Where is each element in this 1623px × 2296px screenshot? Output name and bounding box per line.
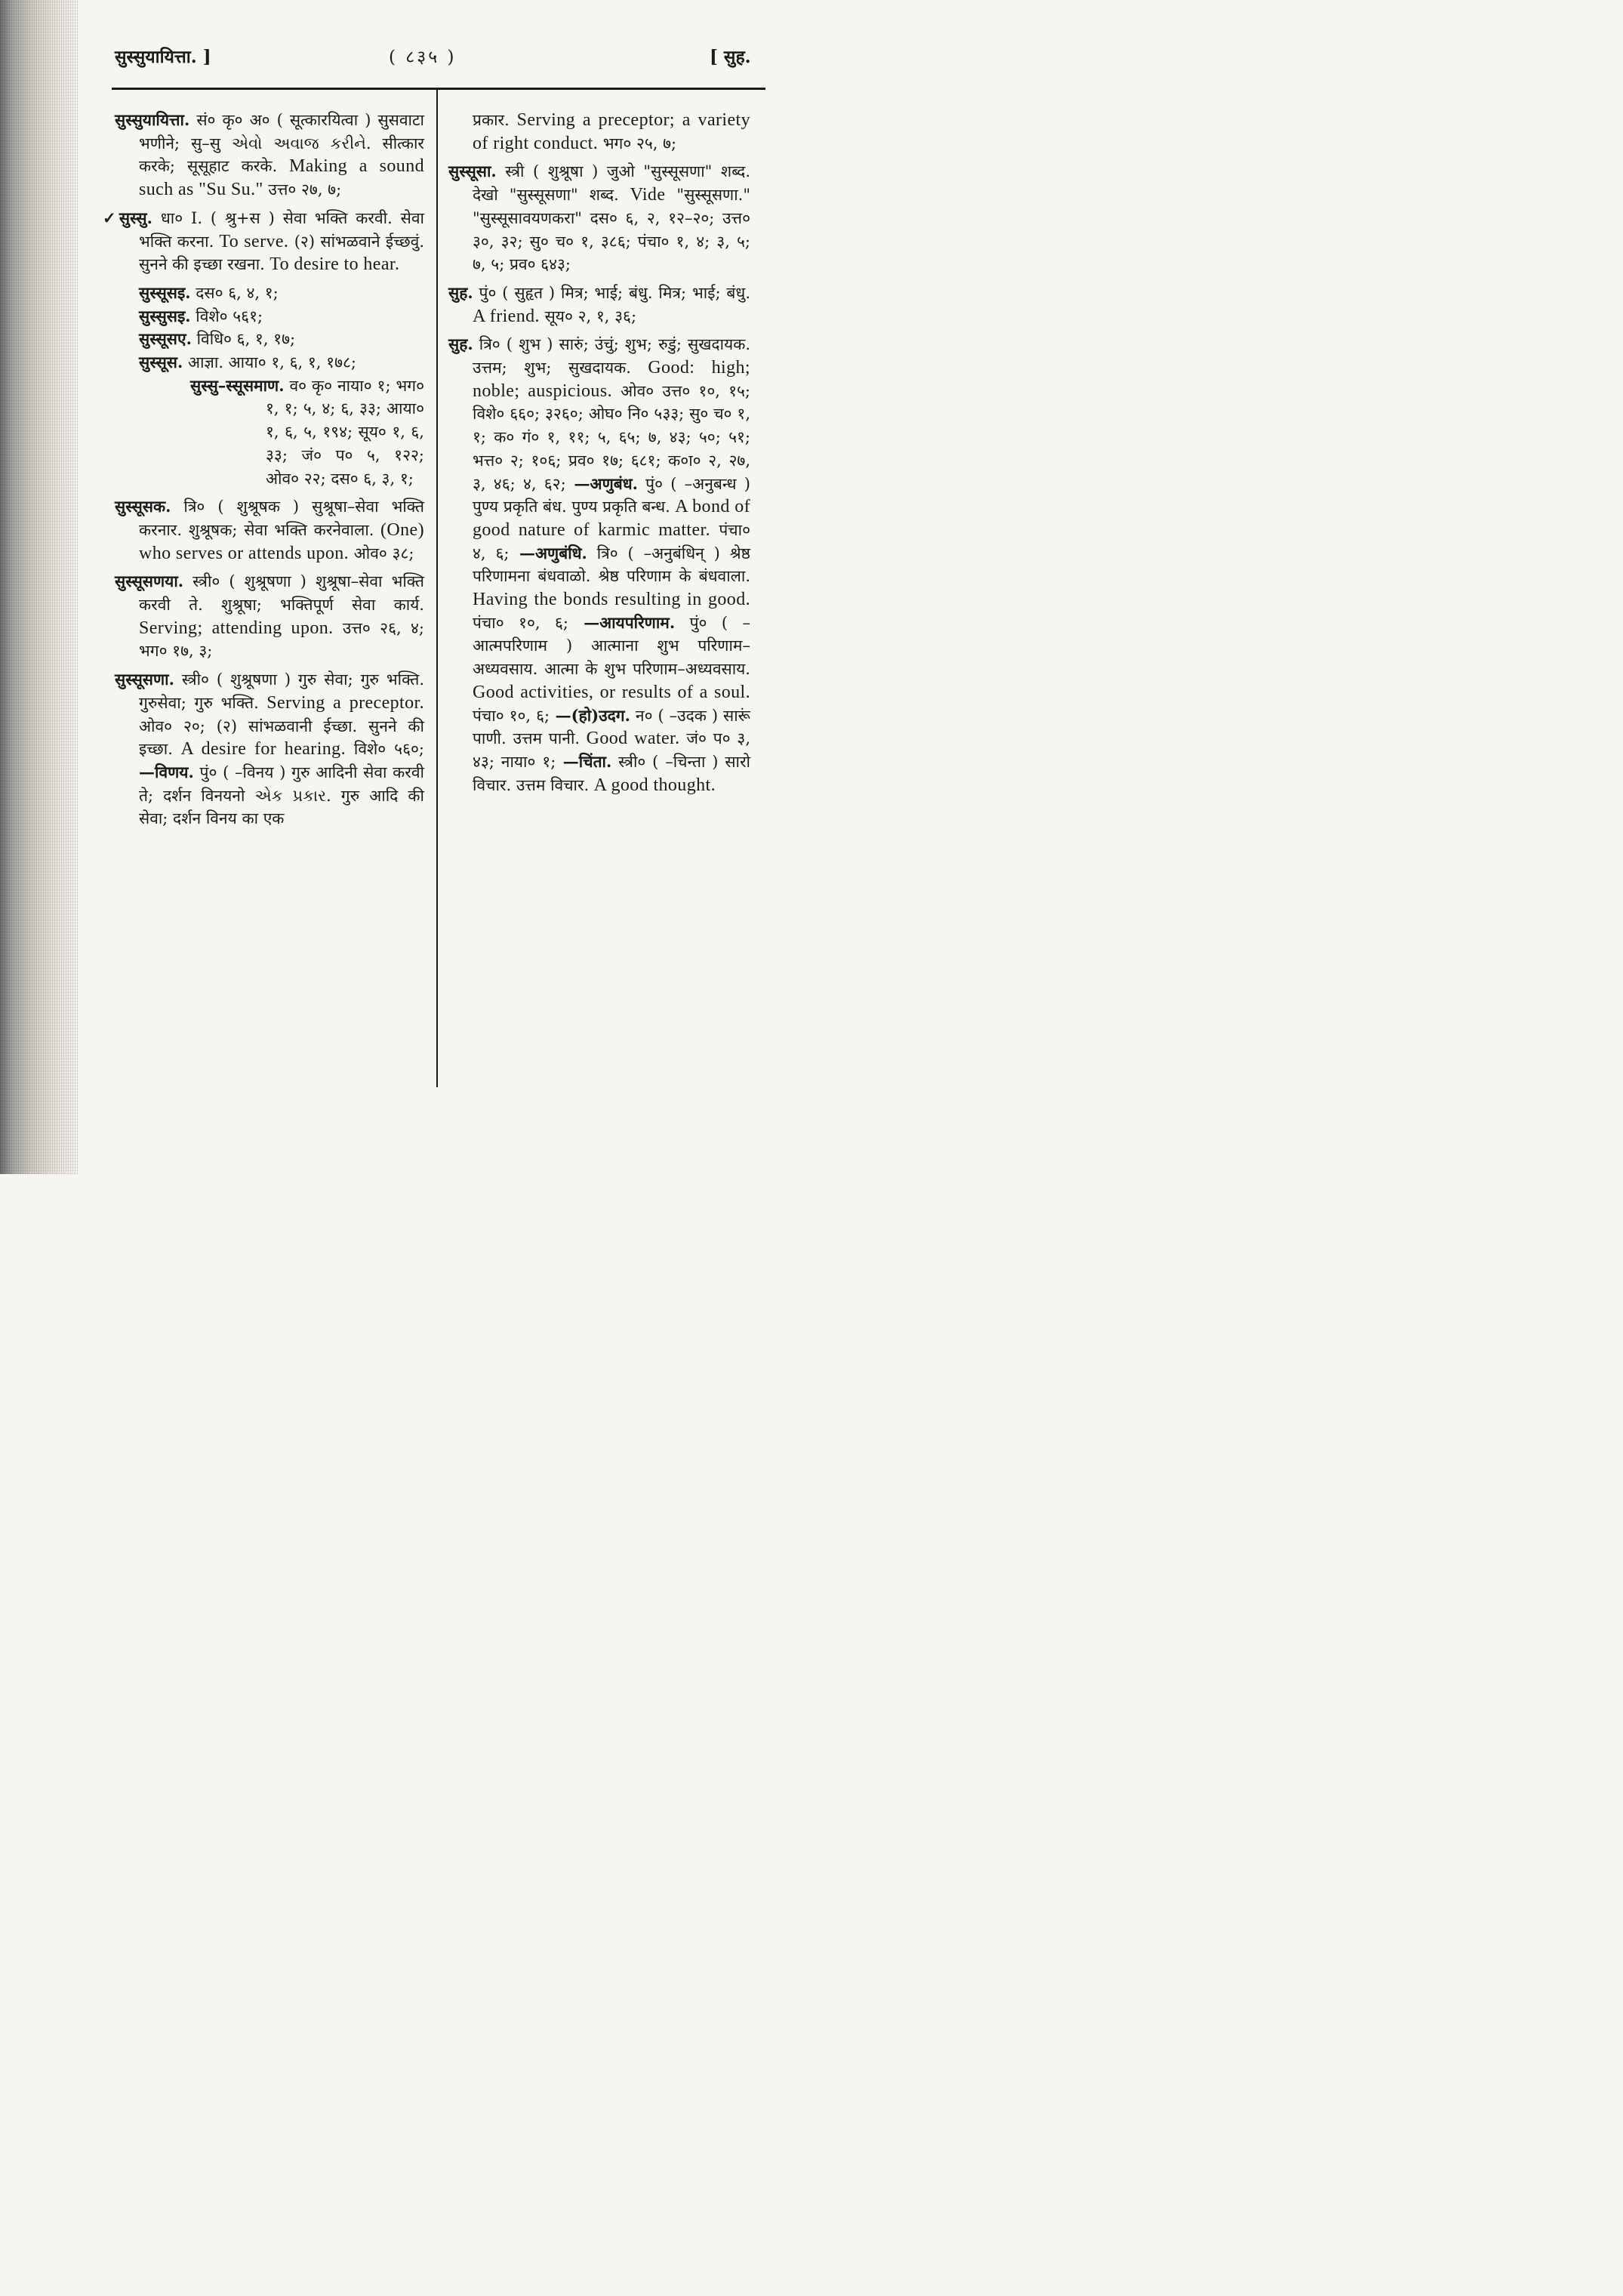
english-gloss: To serve.: [214, 231, 289, 251]
sub-form: [115, 328, 424, 351]
english-gloss: To desire to hear.: [264, 254, 400, 275]
definition: स्त्री० ( शुश्रूषणा ) शुश्रूषा–सेवा भक्ति करवी ते. शुश्रूषा; भक्तिपूर्ण सेवा कार्य.: [139, 572, 424, 615]
sub-form: [115, 282, 424, 305]
references: ओव० ३८;: [349, 544, 414, 562]
check-mark-icon: ✓: [103, 208, 119, 227]
references: उत्त० २६, ४; भग० १७, ३;: [139, 618, 424, 661]
sub-headword: —चिंता.: [556, 751, 612, 771]
headword: सुह.: [448, 282, 473, 302]
references: सूय० २, १, ३६;: [539, 307, 637, 325]
definition: स्त्री० ( –चिन्ता ) सारो विचार. उत्तम विचार.: [473, 752, 750, 794]
definition: त्रि० ( शुश्रूषक ) सुश्रूषा–सेवा भक्ति करनार. शुश्रूषक; सेवा भक्ति करनेवाला.: [139, 498, 424, 539]
entry-suha-good: [448, 333, 750, 797]
sub-headword: —(हो)उदग.: [550, 705, 630, 725]
page-number: ( ८३५ ): [389, 48, 457, 67]
references: पंचा० ४, ६;: [473, 520, 750, 562]
english-gloss: A desire for hearing.: [172, 739, 346, 760]
entry-sussu: [103, 207, 425, 276]
left-column: [103, 109, 425, 836]
definition: सं० कृ० अ० ( सूत्कारयित्वा ) सुसवाटा भणीने; सु–सु એવો અવાજ કરીને. सीत्कार करके; सूसूहाट करके.: [139, 111, 424, 176]
english-gloss: Good water.: [580, 729, 680, 749]
definition: स्त्री ( शुश्रूषा ) जुओ "सुस्सूसणा" शब्द. देखो "सुस्सूसणा" शब्द.: [473, 162, 750, 205]
sub-headword: —अणुबंध.: [565, 473, 638, 493]
english-gloss: A friend.: [473, 306, 540, 326]
definition: पुं० ( –अनुबन्ध ) पुण्य प्रकृति बंध. पुण्य प्रकृति बन्ध.: [473, 474, 750, 516]
references: जं० प० ३, ४३; नाया० १;: [473, 729, 751, 771]
references: उत्त० २७, ७;: [263, 180, 342, 199]
sub-form: [115, 374, 424, 491]
english-gloss: Vide: [618, 185, 666, 205]
english-gloss: Serving a preceptor.: [258, 692, 424, 713]
headword: सुस्सूसइ.: [139, 282, 191, 302]
headword: सुस्सु.: [119, 208, 152, 227]
entry-susuyayitta: [115, 109, 424, 202]
definition: पुं० ( सुहृत ) मित्र; भाई; बंधु. मित्र; भाई; बंधु.: [473, 283, 750, 302]
definition: (२) सांभळवाने ईच्छवुं. सुनने की इच्छा रखना.: [139, 232, 425, 274]
english-gloss: A good thought.: [589, 775, 716, 795]
definition: त्रि० ( शुभ ) सारुं; उंचुं; शुभ; रुडुं; सुखदायक. उत्तम; शुभ; सुखदायक.: [473, 335, 750, 378]
english-gloss: Serving a preceptor; a variety of right conduct.: [473, 110, 750, 153]
headword: सुस्सूसा.: [448, 162, 497, 181]
entry-sussusak: [115, 495, 424, 565]
references: आज्ञा. आया० १, ६, १, १७८;: [183, 353, 356, 372]
definition: पुं० ( –विनय ) गुरु आदिनी सेवा करवी ते; दर्शन विनयनो એક પ્રકાર. गुरु आदि की सेवा; दर्शन विनय का एक: [139, 763, 424, 828]
headword: सुस्सुसइ.: [139, 306, 191, 325]
continuation: [448, 109, 750, 155]
definition: स्त्री० ( शुश्रूषणा ) गुरु सेवा; गुरु भक्ति. गुरुसेवा; गुरु भक्ति.: [139, 670, 424, 712]
headword: सुस्सूसणया.: [115, 572, 184, 591]
references: दस० ६, ४, १;: [190, 283, 279, 302]
sub-form: [115, 351, 424, 374]
entry-suha-friend: [448, 282, 750, 328]
definition: धा० I. ( श्रु+स ) सेवा भक्ति करवी. सेवा भक्ति करना.: [139, 208, 424, 251]
sub-headword: —आयपरिणाम.: [568, 612, 676, 632]
definition: पुं० ( –आत्मपरिणाम ) आत्माना शुभ परिणाम–अध्यवसाय. आत्मा के शुभ परिणाम–अध्यवसाय.: [473, 613, 750, 679]
running-head-left: सुस्सुयायित्ता. ]: [115, 47, 211, 67]
references: ओव० उत्त० १०, १५; विशे० ६६०; ३२६०; ओघ० नि० ५३३; सु० च० १, १; क० गं० १, ११; ५, ६५; ७, ४३; ५०; ५१; भत्त० २; १०६; प्रव० १७; ६८१; क०ा० २, २७, ३, ४६; ४, ६२;: [473, 381, 750, 493]
definition: त्रि० ( –अनुबंधिन् ) श्रेष्ठ परिणामना बंधवाळो. श्रेष्ठ परिणाम के बंधवाला.: [473, 544, 750, 586]
english-gloss: Having the bonds resulting in good.: [473, 590, 750, 610]
references: विधि० ६, १, १७;: [191, 330, 296, 349]
book-binding-edge: [0, 0, 79, 1174]
references: भग० २५, ७;: [598, 134, 677, 153]
english-gloss: Good activities, or results of a soul.: [473, 682, 750, 702]
definition: प्रकार.: [473, 111, 510, 129]
headword: सुस्सूसणा.: [115, 670, 174, 689]
english-gloss: Making a sound such as "Su Su.": [139, 156, 424, 200]
references: "सुस्सूसणा." "सुस्सूसावयणकरा" दस० ६, २, १२–२०; उत्त० ३०, ३२; सु० च० १, ३८६; पंचा० १, ४; ३, ५; ७, ५; प्रव० ६४३;: [473, 186, 750, 274]
references: ओव० २०; (२) सांभळवानी ईच्छा. सुनने की इच्छा.: [139, 717, 424, 759]
entry-sussusana: [115, 668, 424, 831]
headword: सुस्सूस.: [139, 353, 183, 372]
references: व० कृ० नाया० १; भग० १, १; ५, ४; ६, ३३; आया० १, ६, ५, १९४; सूय० १, ६, ३३; जं० प० ५, १२२; ओव० २२; दस० ६, ३, १;: [266, 376, 424, 488]
sub-form: [115, 305, 424, 328]
definition: न० ( –उदक ) सारूं पाणी. उत्तम पानी.: [473, 706, 751, 748]
header-rule: [112, 88, 765, 90]
entry-sussusanaya: [115, 570, 424, 663]
references: विशे० ५६१;: [190, 307, 263, 325]
english-gloss: (One) who serves or attends upon.: [139, 519, 424, 563]
running-head-right: [ सुह.: [710, 47, 751, 67]
headword: सुह.: [448, 334, 473, 354]
english-gloss: A bond of good nature of karmic matter.: [473, 497, 750, 540]
headword: सुस्सूसक.: [115, 497, 171, 516]
headword: सुस्सूसए.: [139, 329, 192, 349]
english-gloss: Serving; attending upon.: [139, 618, 334, 638]
english-gloss: Good: high; noble; auspicious.: [473, 358, 750, 401]
references: विशे० ५६०;: [345, 740, 424, 759]
sub-headword: —अणुबंधि.: [509, 543, 587, 562]
references: पंचा० १०, ६;: [473, 613, 568, 632]
right-column: [448, 109, 750, 802]
headword: सुस्सु–स्सूसमाण.: [190, 375, 285, 395]
references: पंचा० १०, ६;: [473, 706, 550, 725]
headword: सुस्सुयायित्ता.: [115, 110, 190, 129]
entry-sussusa: [448, 160, 750, 276]
sub-headword: —विणय.: [139, 762, 194, 781]
column-divider: [436, 89, 438, 1087]
